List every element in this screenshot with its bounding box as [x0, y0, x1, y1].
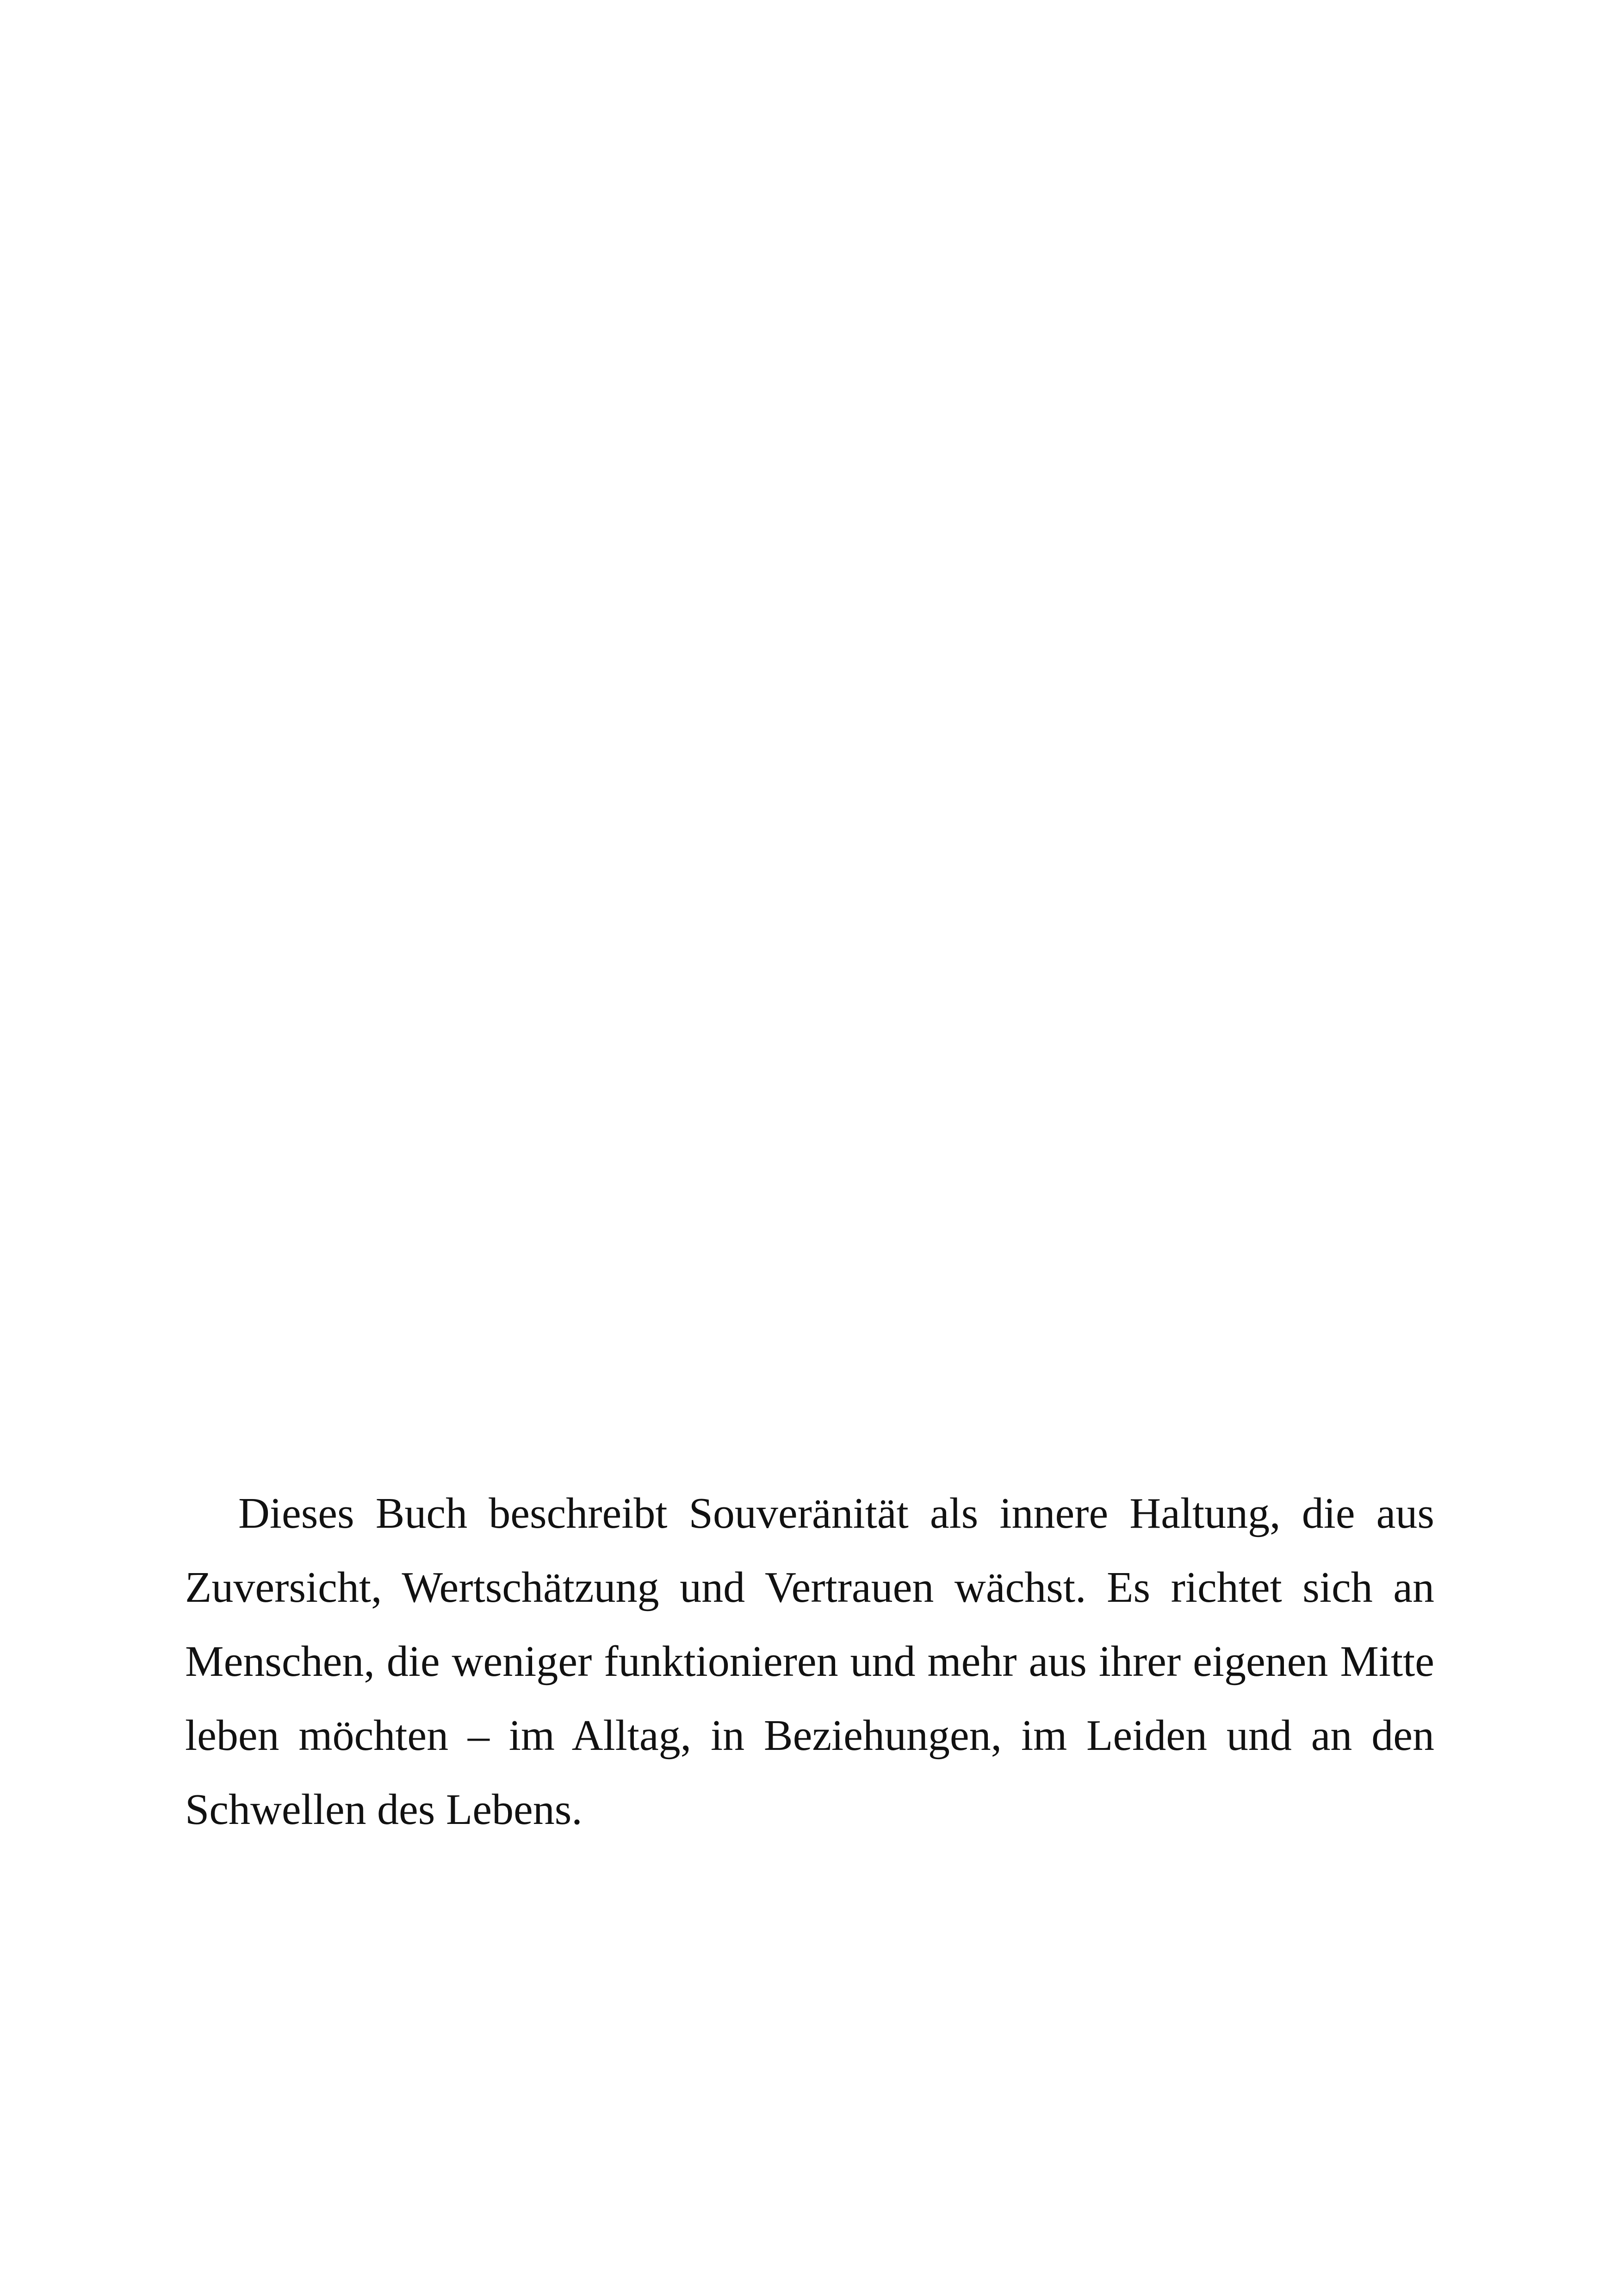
book-description-paragraph: Dieses Buch beschreibt Souveränität als innere Haltung, die aus Zuversicht, Wertschätzung und Vertrauen wächst. Es richtet sich an Menschen, die weniger funktionieren und mehr aus ihrer eigenen Mitte leben möchten – im Alltag, in Beziehungen, im Leiden und an den Schwellen des Lebens.	[185, 1489, 1434, 1834]
